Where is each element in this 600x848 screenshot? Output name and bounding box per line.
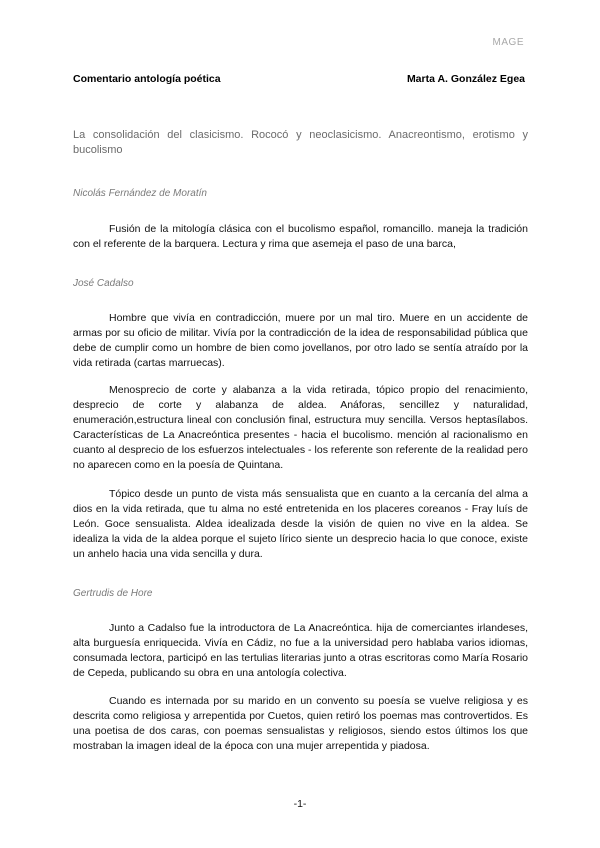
document-subtitle: La consolidación del clasicismo. Rococó y neoclasicismo. Anacreontismo, erotismo y bucolismo bbox=[73, 129, 528, 156]
paragraph: Menosprecio de corte y alabanza a la vida retirada, tópico propio del renacimiento, desprecio de corte y alabanza de aldea. Anáforas, sencillez y naturalidad, enumeración,estructura lineal con conclusión final, estructura muy sencilla. Versos heptasílabos. Características de La Anacreóntica presentes - hacia el bucolismo. mención al racionalismo en cuanto al desprecio de los esfuerzos intelectuales - los referente son referente de la realidad pero no aparecen como en la poesía de Quintana. bbox=[73, 384, 528, 471]
page-number: -1- bbox=[293, 798, 307, 810]
paragraph: Tópico desde un punto de vista más sensualista que en cuanto a la cercanía del alma a dios en la vida retirada, que tu alma no esté entretenida en los placeres coreanos - Fray luís de León. Goce sensualista. Aldea idealizada desde la visión de quien no vive en la aldea. Se idealiza la vida de la aldea porque el sujeto lírico siente un desprecio hacia lo que conoce, existe un anhelo hacia una vida sencilla y dura. bbox=[73, 488, 528, 560]
page-header bbox=[73, 73, 525, 85]
paragraph: Cuando es internada por su marido en un convento su poesía se vuelve religiosa y es descrita como religiosa y arrepentida por Cuetos, quien retiró los poemas mas controvertidos. Es una poetisa de dos caras, con poemas sensualistas y religiosos, siendo estos últimos los que mostraban la imagen ideal de la época con una mujer arrepentida y piadosa. bbox=[73, 695, 528, 752]
header-author: Marta A. González Egea bbox=[406, 73, 525, 85]
paragraph: Fusión de la mitología clásica con el bucolismo español, romancillo. maneja la tradición con el referente de la barquera. Lectura y rima que asemeja el paso de una barca, bbox=[73, 223, 528, 250]
paragraph: Hombre que vivía en contradicción, muere por un mal tiro. Muere en un accidente de armas por su oficio de militar. Vivía por la contradicción de la idea de responsabilidad pública que debe de cumplir como un hombre de bien como jovellanos, por otro lado se sentía atraído por la vida retirada (cartas marruecas). bbox=[73, 312, 528, 369]
section-heading-cadalso: José Cadalso bbox=[73, 278, 134, 289]
section-heading-moratin: Nicolás Fernández de Moratín bbox=[73, 188, 207, 199]
paragraph: Junto a Cadalso fue la introductora de La Anacreóntica. hija de comerciantes irlandeses, alta burguesía enriquecida. Vivía en Cádiz, no fue a la universidad pero hablaba varios idiomas, consumada lectora, participó en las tertulias literarias junto a otras escritoras como María Rosario de Cepeda, publicando su obra en una antología colectiva. bbox=[73, 622, 528, 679]
watermark: MAGE bbox=[492, 37, 524, 48]
header-title: Comentario antología poética bbox=[73, 73, 221, 85]
section-heading-hore: Gertrudis de Hore bbox=[73, 588, 153, 599]
